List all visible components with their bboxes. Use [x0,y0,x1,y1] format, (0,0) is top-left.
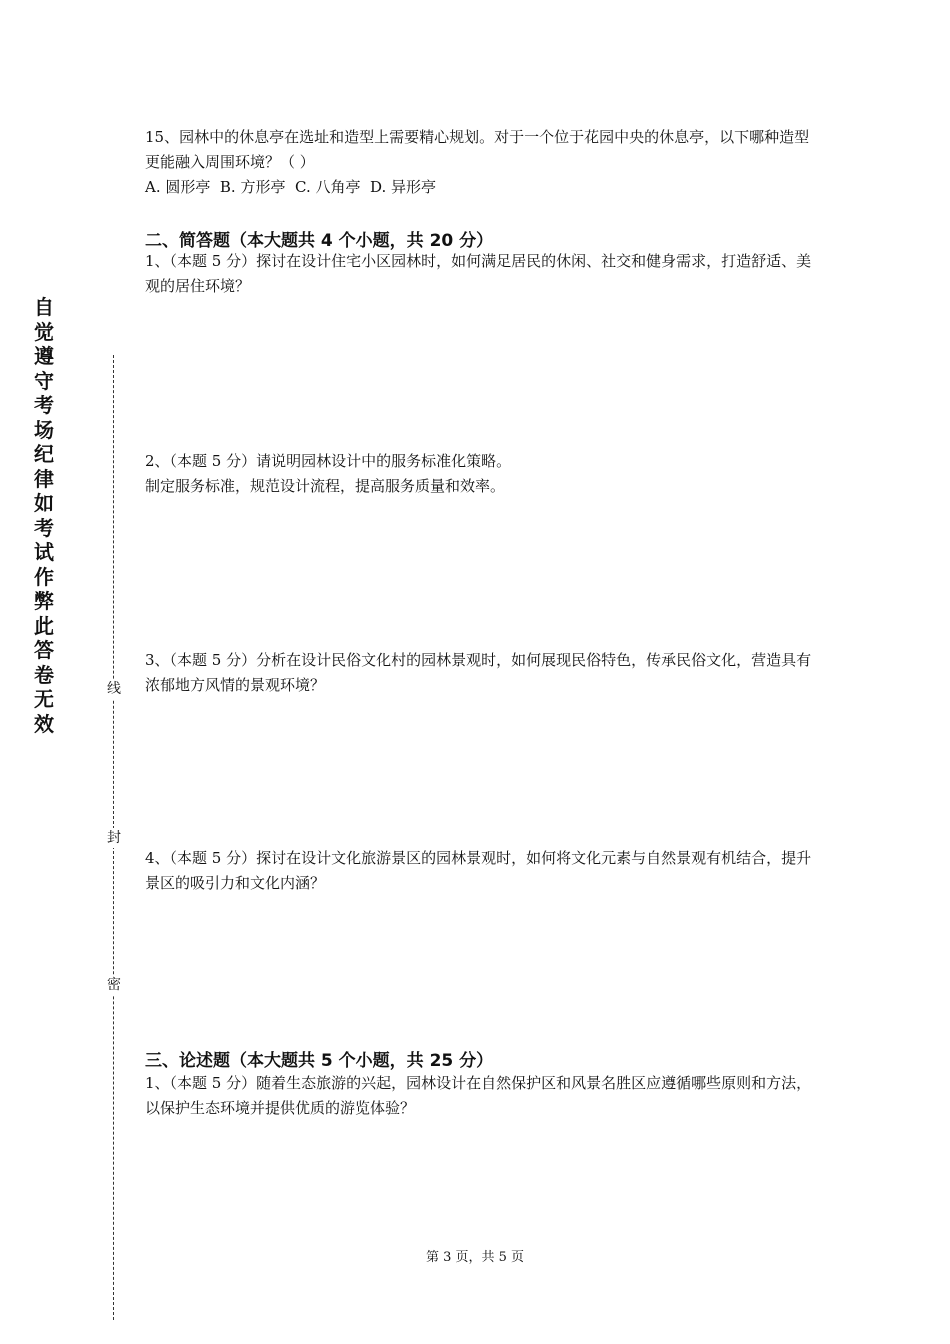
section-2-question-3: 3、（本题 5 分）分析在设计民俗文化村的园林景观时，如何展现民俗特色，传承民俗文化，营造具有浓郁地方风情的景观环境？ [145,651,812,694]
section-2-question-4: 4、（本题 5 分）探讨在设计文化旅游景区的园林景观时，如何将文化元素与自然景观有机结合，提升景区的吸引力和文化内涵？ [145,849,812,892]
section-2-title: 二、简答题（本大题共 4 个小题，共 20 分） [145,231,494,251]
section-2-question-1: 1、（本题 5 分）探讨在设计住宅小区园林时，如何满足居民的休闲、社交和健身需求，打造舒适、美观的居住环境？ [145,252,812,295]
binding-word-mi: 密 [104,975,124,995]
section-3-question-1: 1、（本题 5 分）随着生态旅游的兴起，园林设计在自然保护区和风景名胜区应遵循哪些原则和方法，以保护生态环境并提供优质的游览体验？ [145,1074,812,1117]
binding-word-xian: 线 [104,679,124,699]
section-2-question-2: 2、（本题 5 分）请说明园林设计中的服务标准化策略。 [145,452,512,470]
section-2-question-2-answer: 制定服务标准，规范设计流程，提高服务质量和效率。 [145,477,506,495]
exam-discipline-notice: 自觉遵守考场纪律如考试作弊此答卷无效 [34,295,54,736]
binding-word-feng: 封 [104,828,124,848]
section-3-title: 三、论述题（本大题共 5 个小题，共 25 分） [145,1051,494,1071]
page-number-footer: 第 3 页，共 5 页 [425,1250,525,1265]
question-15-options: A. 圆形亭 B. 方形亭 C. 八角亭 D. 异形亭 [145,178,437,196]
question-15-stem: 15、园林中的休息亭在选址和造型上需要精心规划。对于一个位于花园中央的休息亭，以下哪种造型更能融入周围环境？（ ） [145,128,810,171]
